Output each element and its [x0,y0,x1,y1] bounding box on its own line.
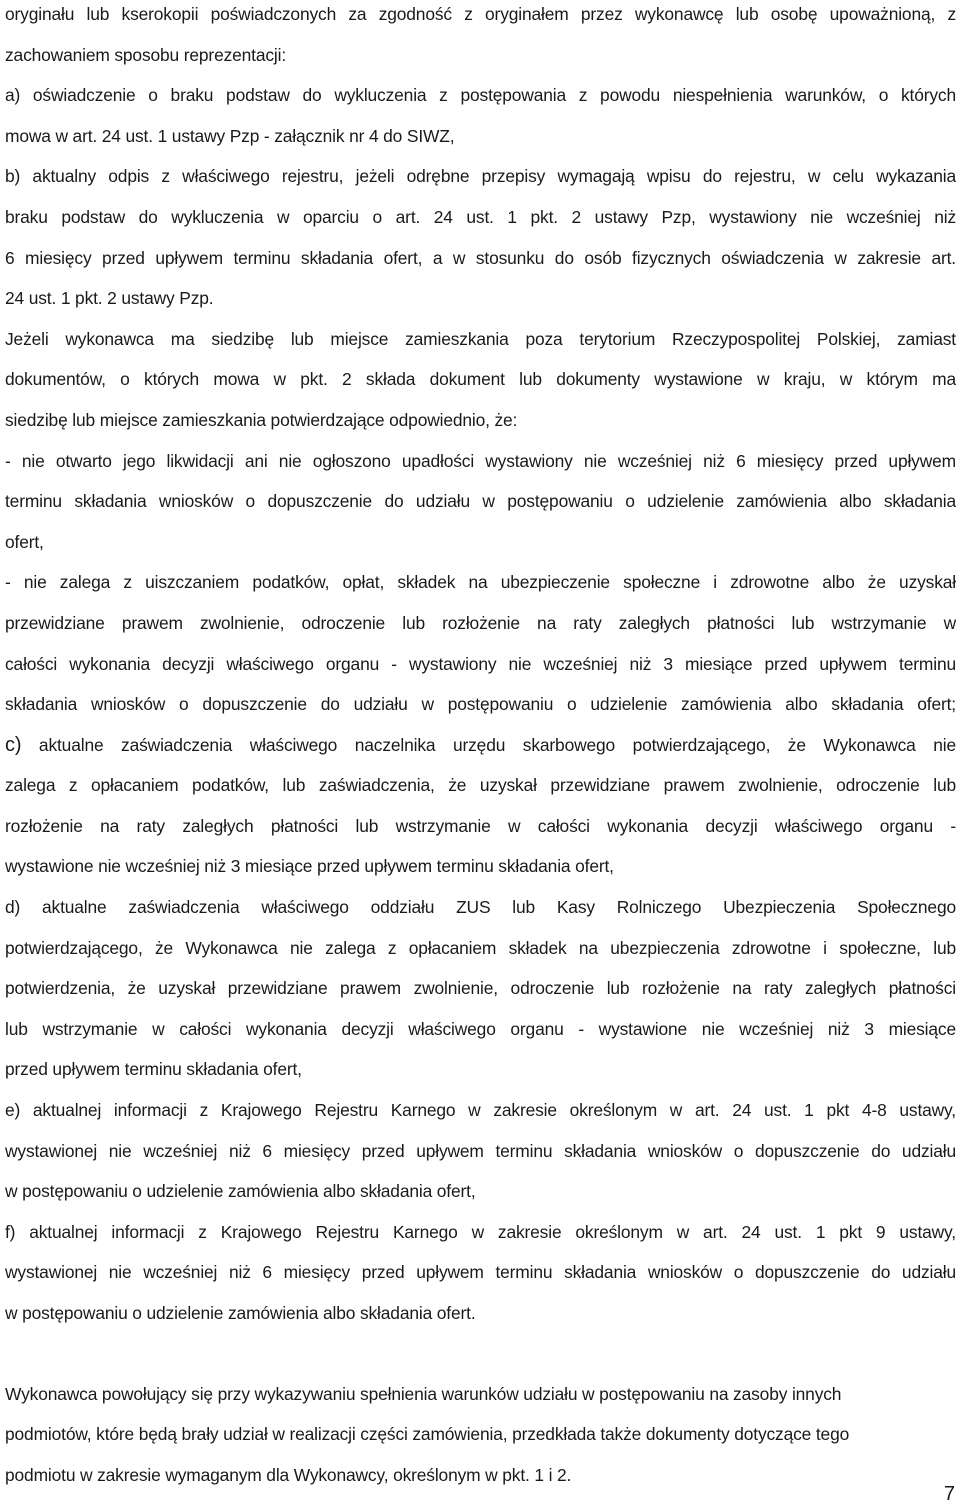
text-line: d) aktualne zaświadczenia właściwego oddziału ZUS lub Kasy Rolniczego Ubezpieczenia Społecznego [5,897,956,918]
document-page [5,0,956,1495]
paragraph-gap [5,1334,956,1374]
text-line: rozłożenie na raty zaległych płatności lub wstrzymanie w całości wykonania decyzji właściwego organu - [5,815,956,836]
text-line: ofert, [5,531,44,552]
text-line: siedzibę lub miejsce zamieszkania potwierdzające odpowiednio, że: [5,409,518,430]
text-line: lub wstrzymanie w całości wykonania decyzji właściwego organu - wystawione nie wcześniej niż 3 miesiące [5,1018,956,1039]
text-line: Wykonawca powołujący się przy wykazywaniu spełnienia warunków udziału w postępowaniu na zasoby innych [5,1383,842,1404]
text-line: potwierdzającego, że Wykonawca nie zalega z opłacaniem składek na ubezpieczenia zdrowotne i społeczne, lub [5,937,956,958]
text-line: oryginału lub kserokopii poświadczonych za zgodność z oryginałem przez wykonawcę lub osobę upoważnioną, z [5,4,956,24]
page-number: 7 [943,1483,955,1505]
text-line: mowa w art. 24 ust. 1 ustawy Pzp - załącznik nr 4 do SIWZ, [5,125,455,146]
text-line: braku podstaw do wykluczenia w oparciu o art. 24 ust. 1 pkt. 2 ustawy Pzp, wystawiony nie wcześniej niż [5,206,956,227]
text-line: f) aktualnej informacji z Krajowego Rejestru Karnego w zakresie określonym w art. 24 ust. 1 pkt 9 ustawy, [5,1221,956,1242]
text-line: b) aktualny odpis z właściwego rejestru, jeżeli odrębne przepisy wymagają wpisu do rejestru, w celu wykazania [5,166,956,187]
text-line: wystawionej nie wcześniej niż 6 miesięcy przed upływem terminu składania wniosków o dopuszczenie do udziału [5,1262,956,1283]
text-line: przewidziane prawem zwolnienie, odroczenie lub rozłożenie na raty zaległych płatności lub wstrzymanie w [5,612,956,633]
text-line: e) aktualnej informacji z Krajowego Rejestru Karnego w zakresie określonym w art. 24 ust. 1 pkt 4-8 ustawy, [5,1100,956,1121]
text-line: - nie zalega z uiszczaniem podatków, opłat, składek na ubezpieczenie społeczne i zdrowotne albo że uzyskał [5,572,956,593]
text-line: przed upływem terminu składania ofert, [5,1059,302,1080]
text-line: podmiotu w zakresie wymaganym dla Wykonawcy, określonym w pkt. 1 i 2. [5,1464,572,1485]
text-line: Jeżeli wykonawca ma siedzibę lub miejsce zamieszkania poza terytorium Rzeczypospolitej Polskiej, zamiast [5,328,956,349]
text-line: 24 ust. 1 pkt. 2 ustawy Pzp. [5,288,214,309]
text-line: terminu składania wniosków o dopuszczenie do udziału w postępowaniu o udzielenie zamówienia albo składania [5,491,956,512]
text-line: wystawionej nie wcześniej niż 6 miesięcy przed upływem terminu składania wniosków o dopuszczenie do udziału [5,1140,956,1161]
text-line: wystawione nie wcześniej niż 3 miesiące przed upływem terminu składania ofert, [5,856,614,877]
text-line: zachowaniem sposobu reprezentacji: [5,44,287,65]
text-line: 6 miesięcy przed upływem terminu składania ofert, a w stosunku do osób fizycznych oświadczenia w zakresie art. [5,247,956,268]
text-line: całości wykonania decyzji właściwego organu - wystawiony nie wcześniej niż 3 miesiące przed upływem terminu [5,653,956,674]
text-line: potwierdzenia, że uzyskał przewidziane prawem zwolnienie, odroczenie lub rozłożenie na raty zaległych płatności [5,978,956,999]
text-line: składania wniosków o dopuszczenie do udziału w postępowaniu o udzielenie zamówienia albo składania ofert; [5,694,956,715]
text-line: podmiotów, które będą brały udział w realizacji części zamówienia, przedkłada także dokumenty dotyczące tego [5,1424,850,1445]
text-line: w postępowaniu o udzielenie zamówienia albo składania ofert, [5,1181,476,1202]
closing-paragraph [5,1374,956,1496]
text-line: a) oświadczenie o braku podstaw do wykluczenia z postępowania z powodu niespełnienia warunków, o których [5,85,956,106]
text-line: dokumentów, o których mowa w pkt. 2 składa dokument lub dokumenty wystawione w kraju, w którym ma [5,369,956,390]
text-line: zalega z opłacaniem podatków, lub zaświadczenia, że uzyskał przewidziane prawem zwolnienie, odroczenie lub [5,775,956,796]
text-line: w postępowaniu o udzielenie zamówienia albo składania ofert. [5,1303,476,1323]
text-line: c) aktualne zaświadczenia właściwego naczelnika urzędu skarbowego potwierdzającego, że Wykonawca nie [5,733,956,756]
text-line: - nie otwarto jego likwidacji ani nie ogłoszono upadłości wystawiony nie wcześniej niż 6 miesięcy przed upływem [5,450,956,471]
body-text-block [5,0,956,1334]
